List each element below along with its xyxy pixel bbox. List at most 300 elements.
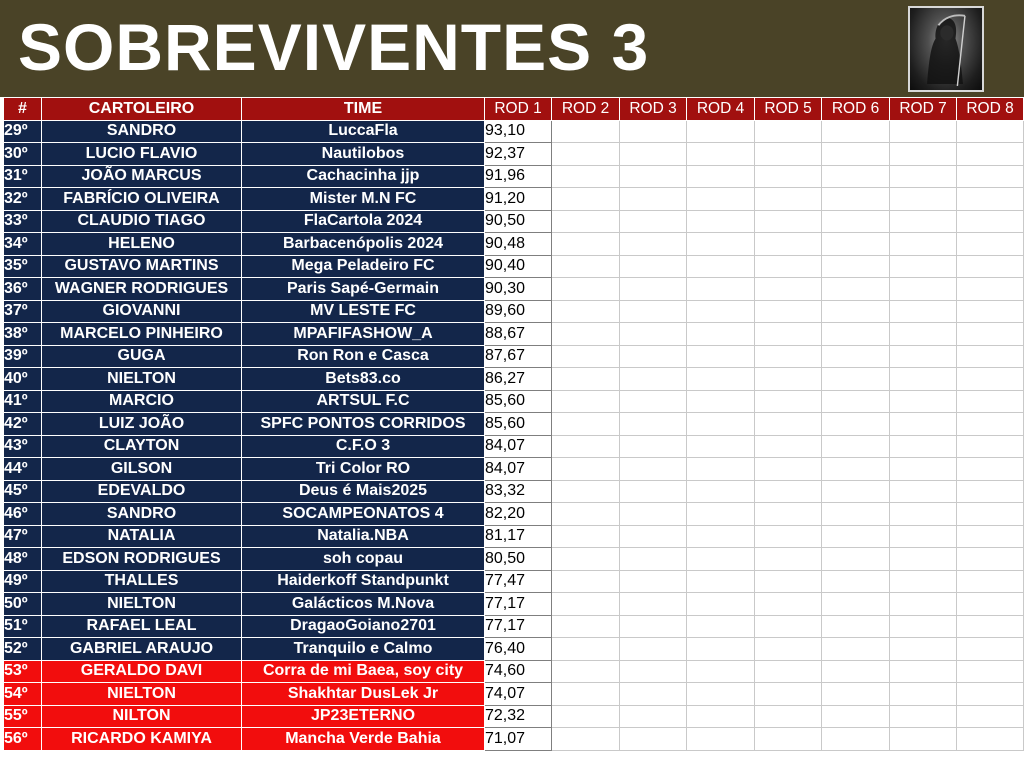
- rod-3-score-cell: [620, 593, 687, 616]
- rod-1-score-cell: 76,40: [485, 638, 552, 661]
- rod-2-score-cell: [552, 300, 620, 323]
- rod-5-score-cell: [755, 660, 822, 683]
- rod-4-score-cell: [687, 390, 755, 413]
- cartoleiro-cell: GERALDO DAVI: [42, 660, 242, 683]
- cartoleiro-cell: CLAYTON: [42, 435, 242, 458]
- rod-7-score-cell: [890, 593, 957, 616]
- rod-1-score-cell: 90,48: [485, 233, 552, 256]
- rod-6-score-cell: [822, 345, 890, 368]
- rod-6-score-cell: [822, 570, 890, 593]
- position-cell: 48º: [4, 548, 42, 571]
- rod-1-score-cell: 90,30: [485, 278, 552, 301]
- header-rod-6: ROD 6: [822, 98, 890, 121]
- rod-6-score-cell: [822, 368, 890, 391]
- rod-6-score-cell: [822, 705, 890, 728]
- rod-8-score-cell: [957, 458, 1024, 481]
- rod-2-score-cell: [552, 728, 620, 751]
- rod-6-score-cell: [822, 390, 890, 413]
- team-cell: Galácticos M.Nova: [242, 593, 485, 616]
- rod-3-score-cell: [620, 435, 687, 458]
- team-cell: Deus é Mais2025: [242, 480, 485, 503]
- cartoleiro-cell: RICARDO KAMIYA: [42, 728, 242, 751]
- rod-5-score-cell: [755, 593, 822, 616]
- table-row: [4, 660, 1024, 683]
- rod-8-score-cell: [957, 615, 1024, 638]
- rod-2-score-cell: [552, 120, 620, 143]
- table-row: [4, 323, 1024, 346]
- rod-8-score-cell: [957, 548, 1024, 571]
- rod-5-score-cell: [755, 323, 822, 346]
- rod-3-score-cell: [620, 705, 687, 728]
- team-cell: Haiderkoff Standpunkt: [242, 570, 485, 593]
- rod-8-score-cell: [957, 705, 1024, 728]
- rod-3-score-cell: [620, 570, 687, 593]
- header-rod-5: ROD 5: [755, 98, 822, 121]
- rod-1-score-cell: 80,50: [485, 548, 552, 571]
- rod-7-score-cell: [890, 323, 957, 346]
- table-row: [4, 188, 1024, 211]
- rod-2-score-cell: [552, 210, 620, 233]
- rod-8-score-cell: [957, 593, 1024, 616]
- rod-7-score-cell: [890, 548, 957, 571]
- table-row: [4, 705, 1024, 728]
- cartoleiro-cell: JOÃO MARCUS: [42, 165, 242, 188]
- table-row: [4, 683, 1024, 706]
- table-row: [4, 458, 1024, 481]
- table-row: [4, 413, 1024, 436]
- rod-5-score-cell: [755, 503, 822, 526]
- rod-8-score-cell: [957, 188, 1024, 211]
- rod-4-score-cell: [687, 435, 755, 458]
- rod-2-score-cell: [552, 525, 620, 548]
- rod-4-score-cell: [687, 210, 755, 233]
- table-row: [4, 525, 1024, 548]
- position-cell: 49º: [4, 570, 42, 593]
- rod-2-score-cell: [552, 435, 620, 458]
- grim-reaper-image: [908, 6, 984, 92]
- rod-6-score-cell: [822, 188, 890, 211]
- position-cell: 46º: [4, 503, 42, 526]
- position-cell: 43º: [4, 435, 42, 458]
- rod-7-score-cell: [890, 615, 957, 638]
- rod-4-score-cell: [687, 570, 755, 593]
- rod-8-score-cell: [957, 525, 1024, 548]
- team-cell: Mancha Verde Bahia: [242, 728, 485, 751]
- table-row: [4, 143, 1024, 166]
- rod-4-score-cell: [687, 480, 755, 503]
- team-cell: Corra de mi Baea, soy city: [242, 660, 485, 683]
- rod-5-score-cell: [755, 210, 822, 233]
- rod-7-score-cell: [890, 705, 957, 728]
- position-cell: 33º: [4, 210, 42, 233]
- cartoleiro-cell: GABRIEL ARAUJO: [42, 638, 242, 661]
- rod-3-score-cell: [620, 728, 687, 751]
- rod-7-score-cell: [890, 300, 957, 323]
- cartoleiro-cell: NIELTON: [42, 368, 242, 391]
- table-row: [4, 480, 1024, 503]
- rod-7-score-cell: [890, 255, 957, 278]
- team-cell: Nautilobos: [242, 143, 485, 166]
- position-cell: 52º: [4, 638, 42, 661]
- position-cell: 53º: [4, 660, 42, 683]
- rod-7-score-cell: [890, 458, 957, 481]
- team-cell: SOCAMPEONATOS 4: [242, 503, 485, 526]
- rod-5-score-cell: [755, 278, 822, 301]
- team-cell: Paris Sapé-Germain: [242, 278, 485, 301]
- rod-1-score-cell: 91,96: [485, 165, 552, 188]
- rod-2-score-cell: [552, 570, 620, 593]
- position-cell: 56º: [4, 728, 42, 751]
- rod-3-score-cell: [620, 525, 687, 548]
- rod-6-score-cell: [822, 548, 890, 571]
- cartoleiro-cell: GUSTAVO MARTINS: [42, 255, 242, 278]
- rod-5-score-cell: [755, 165, 822, 188]
- cartoleiro-cell: NIELTON: [42, 683, 242, 706]
- team-cell: JP23ETERNO: [242, 705, 485, 728]
- position-cell: 38º: [4, 323, 42, 346]
- rod-3-score-cell: [620, 345, 687, 368]
- rod-8-score-cell: [957, 638, 1024, 661]
- rod-6-score-cell: [822, 278, 890, 301]
- rod-3-score-cell: [620, 638, 687, 661]
- team-cell: Bets83.co: [242, 368, 485, 391]
- rod-4-score-cell: [687, 458, 755, 481]
- rod-2-score-cell: [552, 705, 620, 728]
- rod-3-score-cell: [620, 480, 687, 503]
- table-row: [4, 210, 1024, 233]
- rod-6-score-cell: [822, 300, 890, 323]
- rod-7-score-cell: [890, 390, 957, 413]
- rod-3-score-cell: [620, 255, 687, 278]
- rod-7-score-cell: [890, 525, 957, 548]
- cartoleiro-cell: MARCELO PINHEIRO: [42, 323, 242, 346]
- rod-8-score-cell: [957, 345, 1024, 368]
- rod-6-score-cell: [822, 323, 890, 346]
- rod-6-score-cell: [822, 210, 890, 233]
- rod-3-score-cell: [620, 188, 687, 211]
- rod-1-score-cell: 71,07: [485, 728, 552, 751]
- team-cell: Ron Ron e Casca: [242, 345, 485, 368]
- header-rod-4: ROD 4: [687, 98, 755, 121]
- rod-5-score-cell: [755, 728, 822, 751]
- rod-7-score-cell: [890, 188, 957, 211]
- rod-6-score-cell: [822, 503, 890, 526]
- rod-8-score-cell: [957, 143, 1024, 166]
- rod-2-score-cell: [552, 165, 620, 188]
- rod-1-score-cell: 90,40: [485, 255, 552, 278]
- rod-4-score-cell: [687, 300, 755, 323]
- rod-7-score-cell: [890, 165, 957, 188]
- rod-2-score-cell: [552, 660, 620, 683]
- header-time: TIME: [242, 98, 485, 121]
- rod-8-score-cell: [957, 300, 1024, 323]
- cartoleiro-cell: HELENO: [42, 233, 242, 256]
- rod-2-score-cell: [552, 458, 620, 481]
- rod-4-score-cell: [687, 503, 755, 526]
- header-position: #: [4, 98, 42, 121]
- position-cell: 39º: [4, 345, 42, 368]
- rod-8-score-cell: [957, 413, 1024, 436]
- rod-4-score-cell: [687, 638, 755, 661]
- rod-5-score-cell: [755, 120, 822, 143]
- cartoleiro-cell: THALLES: [42, 570, 242, 593]
- rod-1-score-cell: 90,50: [485, 210, 552, 233]
- rod-8-score-cell: [957, 480, 1024, 503]
- rod-5-score-cell: [755, 368, 822, 391]
- cartoleiro-cell: CLAUDIO TIAGO: [42, 210, 242, 233]
- rod-3-score-cell: [620, 233, 687, 256]
- rod-6-score-cell: [822, 728, 890, 751]
- cartoleiro-cell: GILSON: [42, 458, 242, 481]
- rod-4-score-cell: [687, 660, 755, 683]
- cartoleiro-cell: RAFAEL LEAL: [42, 615, 242, 638]
- table-row: [4, 255, 1024, 278]
- position-cell: 30º: [4, 143, 42, 166]
- rod-5-score-cell: [755, 458, 822, 481]
- rod-7-score-cell: [890, 728, 957, 751]
- rod-2-score-cell: [552, 278, 620, 301]
- rod-6-score-cell: [822, 165, 890, 188]
- table-row: [4, 120, 1024, 143]
- rod-1-score-cell: 85,60: [485, 413, 552, 436]
- rod-3-score-cell: [620, 143, 687, 166]
- rod-8-score-cell: [957, 660, 1024, 683]
- rod-2-score-cell: [552, 323, 620, 346]
- rod-2-score-cell: [552, 143, 620, 166]
- team-cell: soh copau: [242, 548, 485, 571]
- rod-3-score-cell: [620, 660, 687, 683]
- rod-1-score-cell: 77,17: [485, 615, 552, 638]
- header-rod-8: ROD 8: [957, 98, 1024, 121]
- table-row: [4, 345, 1024, 368]
- cartoleiro-cell: NATALIA: [42, 525, 242, 548]
- rod-3-score-cell: [620, 548, 687, 571]
- rod-5-score-cell: [755, 413, 822, 436]
- position-cell: 45º: [4, 480, 42, 503]
- cartoleiro-cell: EDSON RODRIGUES: [42, 548, 242, 571]
- rod-5-score-cell: [755, 188, 822, 211]
- rod-2-score-cell: [552, 593, 620, 616]
- team-cell: Cachacinha jjp: [242, 165, 485, 188]
- rod-7-score-cell: [890, 683, 957, 706]
- cartoleiro-cell: NILTON: [42, 705, 242, 728]
- rod-5-score-cell: [755, 435, 822, 458]
- rod-3-score-cell: [620, 390, 687, 413]
- rod-4-score-cell: [687, 413, 755, 436]
- cartoleiro-cell: GIOVANNI: [42, 300, 242, 323]
- team-cell: C.F.O 3: [242, 435, 485, 458]
- rod-3-score-cell: [620, 368, 687, 391]
- rod-5-score-cell: [755, 300, 822, 323]
- rod-6-score-cell: [822, 458, 890, 481]
- rod-5-score-cell: [755, 615, 822, 638]
- rod-7-score-cell: [890, 210, 957, 233]
- rod-4-score-cell: [687, 683, 755, 706]
- position-cell: 31º: [4, 165, 42, 188]
- rod-5-score-cell: [755, 570, 822, 593]
- rod-4-score-cell: [687, 368, 755, 391]
- rod-3-score-cell: [620, 413, 687, 436]
- table-row: [4, 638, 1024, 661]
- rod-2-score-cell: [552, 548, 620, 571]
- rod-8-score-cell: [957, 435, 1024, 458]
- rod-7-score-cell: [890, 345, 957, 368]
- team-cell: ARTSUL F.C: [242, 390, 485, 413]
- rod-5-score-cell: [755, 683, 822, 706]
- table-row: [4, 390, 1024, 413]
- rod-3-score-cell: [620, 503, 687, 526]
- team-cell: SPFC PONTOS CORRIDOS: [242, 413, 485, 436]
- rod-8-score-cell: [957, 570, 1024, 593]
- rod-4-score-cell: [687, 143, 755, 166]
- rod-1-score-cell: 92,37: [485, 143, 552, 166]
- rod-5-score-cell: [755, 345, 822, 368]
- header-rod-3: ROD 3: [620, 98, 687, 121]
- rod-1-score-cell: 81,17: [485, 525, 552, 548]
- position-cell: 41º: [4, 390, 42, 413]
- ranking-table: [3, 97, 1024, 751]
- rod-8-score-cell: [957, 503, 1024, 526]
- rod-2-score-cell: [552, 390, 620, 413]
- cartoleiro-cell: SANDRO: [42, 120, 242, 143]
- header-rod-1: ROD 1: [485, 98, 552, 121]
- rod-8-score-cell: [957, 233, 1024, 256]
- rod-4-score-cell: [687, 188, 755, 211]
- rod-6-score-cell: [822, 413, 890, 436]
- team-cell: Shakhtar DusLek Jr: [242, 683, 485, 706]
- rod-1-score-cell: 91,20: [485, 188, 552, 211]
- rod-1-score-cell: 74,07: [485, 683, 552, 706]
- rod-7-score-cell: [890, 413, 957, 436]
- team-cell: FlaCartola 2024: [242, 210, 485, 233]
- rod-1-score-cell: 89,60: [485, 300, 552, 323]
- rod-2-score-cell: [552, 413, 620, 436]
- table-row: [4, 278, 1024, 301]
- rod-1-score-cell: 72,32: [485, 705, 552, 728]
- team-cell: DragaoGoiano2701: [242, 615, 485, 638]
- rod-4-score-cell: [687, 278, 755, 301]
- rod-3-score-cell: [620, 120, 687, 143]
- rod-7-score-cell: [890, 435, 957, 458]
- rod-6-score-cell: [822, 615, 890, 638]
- team-cell: LuccaFla: [242, 120, 485, 143]
- rod-2-score-cell: [552, 683, 620, 706]
- rod-5-score-cell: [755, 480, 822, 503]
- position-cell: 50º: [4, 593, 42, 616]
- rod-8-score-cell: [957, 728, 1024, 751]
- rod-6-score-cell: [822, 120, 890, 143]
- rod-1-score-cell: 87,67: [485, 345, 552, 368]
- rod-8-score-cell: [957, 390, 1024, 413]
- rod-6-score-cell: [822, 593, 890, 616]
- rod-6-score-cell: [822, 638, 890, 661]
- rod-2-score-cell: [552, 638, 620, 661]
- rod-8-score-cell: [957, 368, 1024, 391]
- position-cell: 51º: [4, 615, 42, 638]
- rod-3-score-cell: [620, 683, 687, 706]
- header-rod-7: ROD 7: [890, 98, 957, 121]
- rod-3-score-cell: [620, 300, 687, 323]
- cartoleiro-cell: MARCIO: [42, 390, 242, 413]
- table-row: [4, 435, 1024, 458]
- cartoleiro-cell: GUGA: [42, 345, 242, 368]
- rod-7-score-cell: [890, 120, 957, 143]
- rod-4-score-cell: [687, 548, 755, 571]
- rod-1-score-cell: 74,60: [485, 660, 552, 683]
- rod-1-score-cell: 82,20: [485, 503, 552, 526]
- position-cell: 54º: [4, 683, 42, 706]
- table-row: [4, 503, 1024, 526]
- rod-2-score-cell: [552, 480, 620, 503]
- rod-3-score-cell: [620, 165, 687, 188]
- table-row: [4, 368, 1024, 391]
- cartoleiro-cell: NIELTON: [42, 593, 242, 616]
- position-cell: 36º: [4, 278, 42, 301]
- cartoleiro-cell: EDEVALDO: [42, 480, 242, 503]
- rod-1-score-cell: 93,10: [485, 120, 552, 143]
- rod-8-score-cell: [957, 255, 1024, 278]
- rod-6-score-cell: [822, 255, 890, 278]
- rod-4-score-cell: [687, 525, 755, 548]
- rod-7-score-cell: [890, 638, 957, 661]
- header-rod-2: ROD 2: [552, 98, 620, 121]
- rod-6-score-cell: [822, 435, 890, 458]
- rod-3-score-cell: [620, 210, 687, 233]
- rod-2-score-cell: [552, 345, 620, 368]
- rod-6-score-cell: [822, 143, 890, 166]
- rod-2-score-cell: [552, 503, 620, 526]
- position-cell: 37º: [4, 300, 42, 323]
- rod-4-score-cell: [687, 345, 755, 368]
- rod-3-score-cell: [620, 278, 687, 301]
- rod-1-score-cell: 77,47: [485, 570, 552, 593]
- rod-4-score-cell: [687, 593, 755, 616]
- position-cell: 35º: [4, 255, 42, 278]
- table-body: [4, 120, 1024, 750]
- rod-7-score-cell: [890, 503, 957, 526]
- team-cell: MPAFIFASHOW_A: [242, 323, 485, 346]
- rod-1-score-cell: 77,17: [485, 593, 552, 616]
- rod-6-score-cell: [822, 525, 890, 548]
- rod-7-score-cell: [890, 570, 957, 593]
- rod-4-score-cell: [687, 255, 755, 278]
- table-row: [4, 165, 1024, 188]
- table-row: [4, 548, 1024, 571]
- table-row: [4, 570, 1024, 593]
- rod-6-score-cell: [822, 683, 890, 706]
- rod-5-score-cell: [755, 143, 822, 166]
- rod-8-score-cell: [957, 683, 1024, 706]
- rod-5-score-cell: [755, 705, 822, 728]
- rod-8-score-cell: [957, 210, 1024, 233]
- position-cell: 34º: [4, 233, 42, 256]
- rod-2-score-cell: [552, 188, 620, 211]
- rod-8-score-cell: [957, 165, 1024, 188]
- rod-8-score-cell: [957, 120, 1024, 143]
- position-cell: 44º: [4, 458, 42, 481]
- position-cell: 32º: [4, 188, 42, 211]
- header-cartoleiro: CARTOLEIRO: [42, 98, 242, 121]
- rod-1-score-cell: 84,07: [485, 435, 552, 458]
- position-cell: 29º: [4, 120, 42, 143]
- table-row: [4, 593, 1024, 616]
- team-cell: Tri Color RO: [242, 458, 485, 481]
- rod-5-score-cell: [755, 233, 822, 256]
- position-cell: 55º: [4, 705, 42, 728]
- position-cell: 47º: [4, 525, 42, 548]
- position-cell: 42º: [4, 413, 42, 436]
- rod-4-score-cell: [687, 323, 755, 346]
